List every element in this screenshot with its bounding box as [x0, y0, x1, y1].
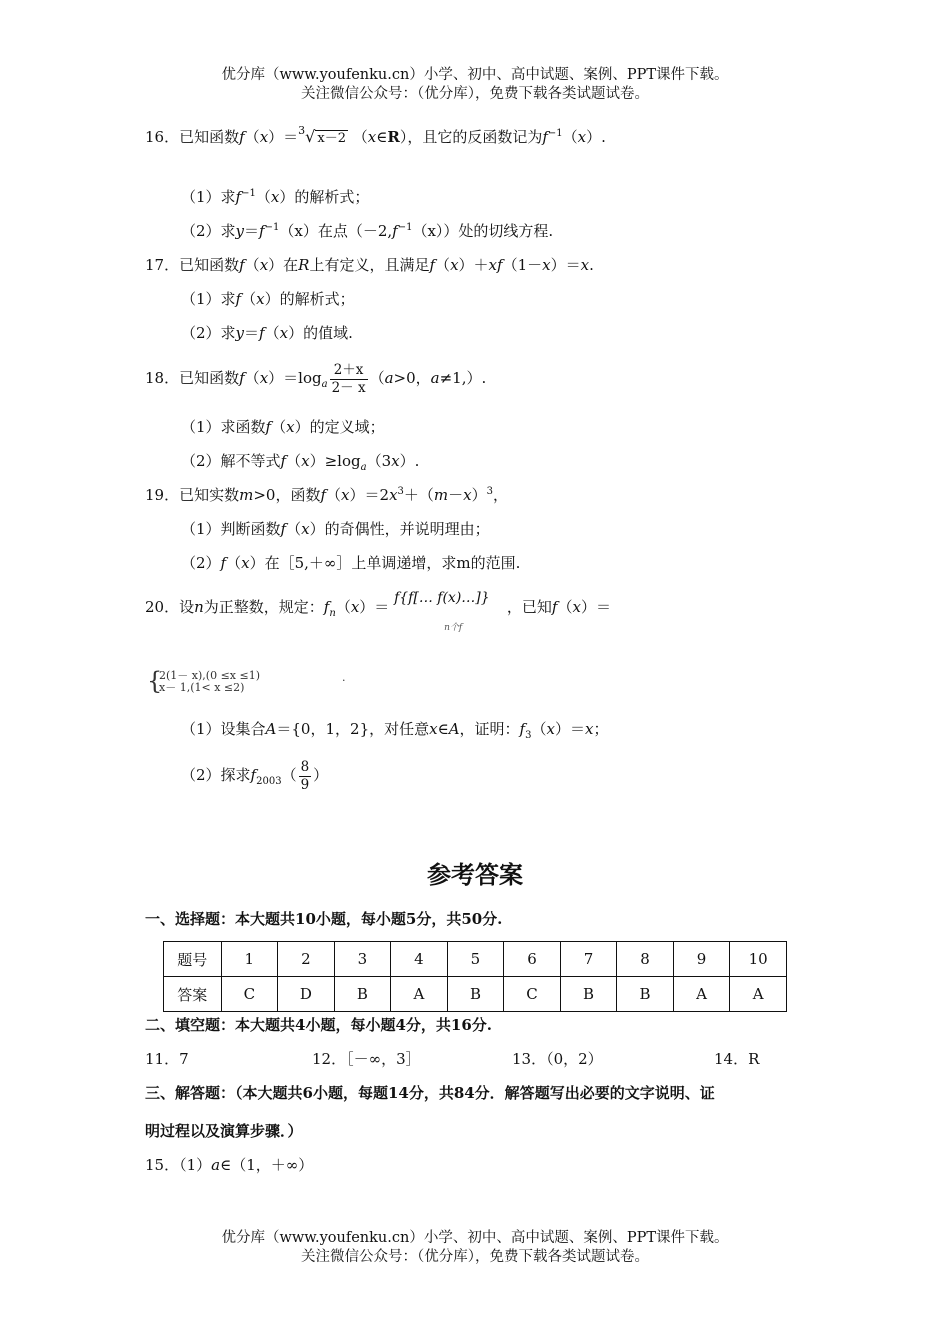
radical-sign: √	[305, 127, 316, 146]
table-row	[164, 942, 787, 977]
question-16-part-1: （1）求$f^{-1}(x)$的解析式；	[181, 188, 370, 206]
table-cell: 3	[334, 942, 391, 977]
table-cell: B	[560, 977, 617, 1012]
question-20: 20．设n为正整数，规定：$f_n(x)=$ f{f[… f(x)…]} n个f ，已知f（x）＝	[145, 590, 611, 633]
fill-answer-14: 14．R	[714, 1050, 760, 1068]
answers-title: 参考答案	[427, 861, 523, 889]
table-cell: 1	[221, 942, 278, 977]
table-header-cell: 答案	[164, 977, 222, 1012]
question-20-part-1: （1）设集合A＝{0，1，2}，对任意x∈A，证明：$f_3(x)=x$；	[181, 720, 609, 741]
nested-composition: f{f[… f(x)…]} n个f	[394, 590, 490, 633]
radicand: x－2	[317, 131, 346, 146]
fill-answer-13: 13．（0，2）	[512, 1050, 603, 1068]
table-cell: 10	[730, 942, 787, 977]
fill-answer-12: 12．［－∞，3］	[312, 1050, 421, 1068]
section-2-heading: 二、填空题：本大题共4小题，每小题4分，共16分.	[145, 1016, 492, 1034]
section-1-heading: 一、选择题：本大题共10小题，每小题5分，共50分.	[145, 910, 503, 928]
question-18-part-1: （1）求函数f（x）的定义域；	[181, 418, 385, 436]
question-16-part-2: （2）求$y=f^{-1}(x)$在点$(-2,f^{-1}(x))$处的切线方程.	[181, 222, 554, 240]
question-16: 16．已知函数f（x）＝$^3$√ x－2 （x∈R），且它的反函数记为$f^{-1}(x)$.	[145, 124, 606, 146]
table-cell: B	[334, 977, 391, 1012]
question-18-part-2: （2）解不等式$f(x)\ge\log_a(3x)$.	[181, 452, 420, 473]
table-cell: C	[221, 977, 278, 1012]
table-cell: A	[730, 977, 787, 1012]
header-line-2: 关注微信公众号：（优分库），免费下载各类试题试卷。	[301, 86, 649, 102]
table-cell: A	[673, 977, 730, 1012]
footer-line-2: 关注微信公众号：（优分库），免费下载各类试题试卷。	[301, 1249, 649, 1265]
question-17-part-1: （1）求f（x）的解析式；	[181, 290, 355, 308]
header-line-1: 优分库（www.youfenku.cn）小学、初中、高中试题、案例、PPT课件下载。	[221, 67, 729, 83]
question-19-part-2: （2）f（x）在［5,＋∞］上单调递增，求m的范围.	[181, 554, 521, 572]
answer-15: 15．（1）a∈（1，＋∞）	[145, 1156, 314, 1174]
footer-line-1: 优分库（www.youfenku.cn）小学、初中、高中试题、案例、PPT课件下载。	[221, 1230, 729, 1246]
table-cell: 4	[391, 942, 448, 977]
question-18: 18．已知函数$f(x)=\log_a$ $\frac{2+x}{2- x}$ （a>0，a≠1,）.	[145, 361, 487, 396]
cube-root: 3	[298, 124, 306, 137]
question-17-part-2: （2）求y＝f（x）的值域.	[181, 324, 353, 342]
table-cell: A	[391, 977, 448, 1012]
table-cell: 8	[617, 942, 674, 977]
table-cell: 2	[278, 942, 335, 977]
table-row	[164, 977, 787, 1012]
section-3-heading-line-1: 三、解答题：（本大题共6小题，每题14分，共84分．解答题写出必要的文字说明、证	[145, 1084, 715, 1102]
table-cell: 7	[560, 942, 617, 977]
table-cell: C	[504, 977, 561, 1012]
log-fraction: $\frac{2+x}{2- x}$	[331, 361, 366, 396]
question-20-part-2: （2）探求$f_{2003}$（ $\frac{8}{9}$ ）	[181, 758, 329, 793]
answer-table	[163, 941, 787, 1012]
table-cell: B	[447, 977, 504, 1012]
question-19-part-1: （1）判断函数f（x）的奇偶性，并说明理由；	[181, 520, 490, 538]
table-cell: D	[278, 977, 335, 1012]
table-cell: 6	[504, 942, 561, 977]
question-17: 17．已知函数f（x）在R上有定义，且满足f（x）＋xf（1－x）＝x.	[145, 256, 594, 274]
question-19: 19．已知实数m>0，函数$f(x)=2x^3+(m-x)^3$，	[145, 486, 509, 504]
table-cell: 5	[447, 942, 504, 977]
table-header-cell: 题号	[164, 942, 222, 977]
fill-answer-11: 11．7	[145, 1050, 189, 1068]
table-cell: 9	[673, 942, 730, 977]
section-3-heading-line-2: 明过程以及演算步骤．）	[145, 1122, 303, 1140]
eight-ninths: $\frac{8}{9}$	[300, 758, 310, 793]
table-cell: B	[617, 977, 674, 1012]
